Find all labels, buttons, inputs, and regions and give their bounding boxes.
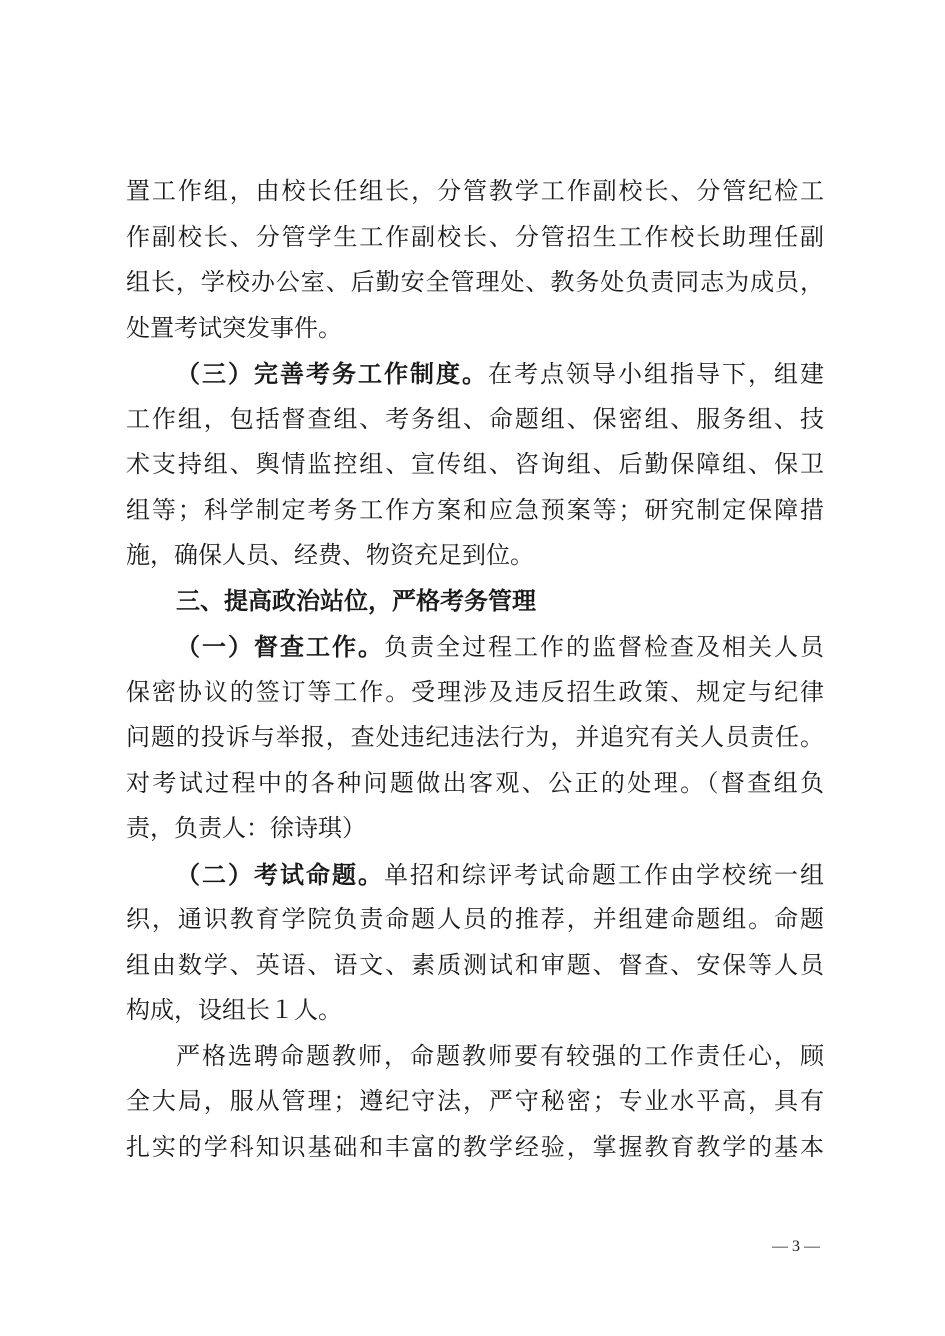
text-line: 术支持组、舆情监控组、宣传组、咨询组、后勤保障组、保卫 <box>126 450 824 478</box>
text-line <box>126 624 824 670</box>
section-lead: （二）考试命题。 <box>176 859 384 889</box>
text-line: 构成，设组长１人。 <box>126 996 342 1024</box>
text-span: 在考点领导小组指导下，组建 <box>488 360 824 388</box>
text-line: 组由数学、英语、语文、素质测试和审题、督查、安保等人员 <box>126 950 824 979</box>
text-line <box>126 351 824 397</box>
text-line: 组等；科学制定考务工作方案和应急预案等；研究制定保障措 <box>126 495 824 524</box>
text-line: 全大局，服从管理；遵纪守法，严守秘密；专业水平高，具有 <box>126 1087 824 1115</box>
section-lead: （一）督查工作。 <box>176 632 384 661</box>
text-line: 严格选聘命题教师，命题教师要有较强的工作责任心，顾 <box>176 1041 824 1070</box>
text-line: 扎实的学科知识基础和丰富的教学经验，掌握教育教学的基本 <box>126 1132 824 1161</box>
text-span: 单招和综评考试命题工作由学校统一组 <box>384 860 824 889</box>
text-line: 织，通识教育学院负责命题人员的推荐，并组建命题组。命题 <box>126 905 824 933</box>
text-line: 处置考试突发事件。 <box>126 313 342 342</box>
document-body <box>126 169 824 1170</box>
text-line: 施，确保人员、经费、物资充足到位。 <box>126 541 534 569</box>
text-line: 作副校长、分管学生工作副校长、分管招生工作校长助理任副 <box>126 222 824 251</box>
section-heading: 三、提高政治站位，严格考务管理 <box>176 586 536 615</box>
text-line: 组长，学校办公室、后勤安全管理处、教务处负责同志为成员， <box>126 268 824 296</box>
text-line <box>126 852 824 898</box>
text-line: 问题的投诉与举报，查处违纪违法行为，并追究有关人员责任。 <box>126 723 824 751</box>
page-number: — 3 — <box>772 1238 820 1255</box>
text-line: 保密协议的签订等工作。受理涉及违反招生政策、规定与纪律 <box>126 677 824 706</box>
section-lead: （三）完善考务工作制度。 <box>176 359 488 388</box>
text-span: 负责全过程工作的监督检查及相关人员 <box>384 633 824 661</box>
text-line: 工作组，包括督查组、考务组、命题组、保密组、服务组、技 <box>126 404 824 433</box>
text-line: 责，负责人：徐诗琪） <box>126 814 366 842</box>
text-line: 对考试过程中的各种问题做出客观、公正的处理。（督查组负 <box>126 768 824 797</box>
text-line: 置工作组，由校长任组长，分管教学工作副校长、分管纪检工 <box>126 177 824 205</box>
